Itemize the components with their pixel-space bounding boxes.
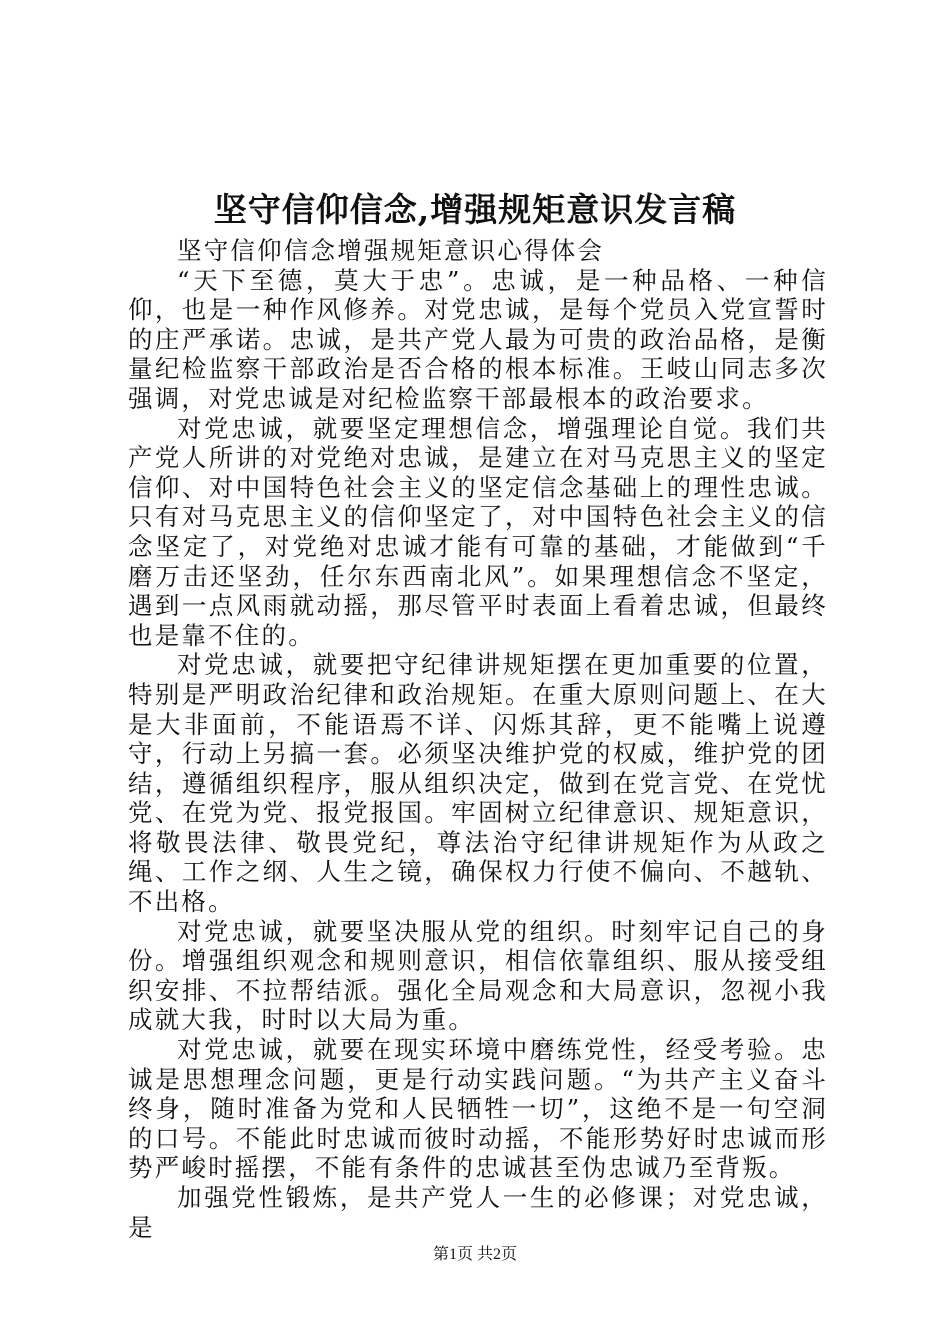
page-number-footer: 第1页 共2页 <box>432 1246 517 1263</box>
paragraph-subtitle: 坚守信仰信念增强规矩意识心得体会 <box>177 236 605 265</box>
paragraph: 对党忠诚，就要坚定理想信念，增强理论自觉。我们共产党人所讲的对党绝对忠诚，是建立在对马克思主义的坚定信仰、对中国特色社会主义的坚定信念基础上的理性忠诚。只有对马克思主义的信仰坚定了，对中国特色社会主义的信念坚定了，对党绝对忠诚才能有可靠的基础，才能做到“千磨万击还坚劲，任尔东西南北风”。如果理想信念不坚定，遇到一点风雨就动摇，那尽管平时表面上看着忠诚，但最终也是靠不住的。 <box>128 413 828 650</box>
paragraph: 对党忠诚，就要在现实环境中磨练党性，经受考验。忠诚是思想理念问题，更是行动实践问题。“为共产主义奋斗终身，随时准备为党和人民牺牲一切”，这绝不是一句空洞的口号。不能此时忠诚而彼时动摇，不能形势好时忠诚而形势严峻时摇摆，不能有条件的忠诚甚至伪忠诚乃至背叛。 <box>128 1035 828 1183</box>
paragraph: 对党忠诚，就要把守纪律讲规矩摆在更加重要的位置，特别是严明政治纪律和政治规矩。在重大原则问题上、在大是大非面前，不能语焉不详、闪烁其辞，更不能嘴上说遵守，行动上另搞一套。必须坚决维护党的权威，维护党的团结，遵循组织程序，服从组织决定，做到在党言党、在党忧党、在党为党、报党报国。牢固树立纪律意识、规矩意识，将敬畏法律、敬畏党纪，尊法治守纪律讲规矩作为从政之绳、工作之纲、人生之镜，确保权力行使不偏向、不越轨、不出格。 <box>128 650 828 917</box>
document-body <box>128 236 828 1242</box>
document-title: 坚守信仰信念,增强规矩意识发言稿 <box>213 190 737 229</box>
paragraph: 加强党性锻炼，是共产党人一生的必修课；对党忠诚，是 <box>128 1183 828 1242</box>
paragraph: “天下至德，莫大于忠”。忠诚，是一种品格、一种信仰，也是一种作风修养。对党忠诚，是每个党员入党宣誓时的庄严承诺。忠诚，是共产党人最为可贵的政治品格，是衡量纪检监察干部政治是否合格的根本标准。王岐山同志多次强调，对党忠诚是对纪检监察干部最根本的政治要求。 <box>128 265 828 413</box>
paragraph: 对党忠诚，就要坚决服从党的组织。时刻牢记自己的身份。增强组织观念和规则意识，相信依靠组织、服从接受组织安排、不拉帮结派。强化全局观念和大局意识，忽视小我成就大我，时时以大局为重。 <box>128 916 828 1035</box>
